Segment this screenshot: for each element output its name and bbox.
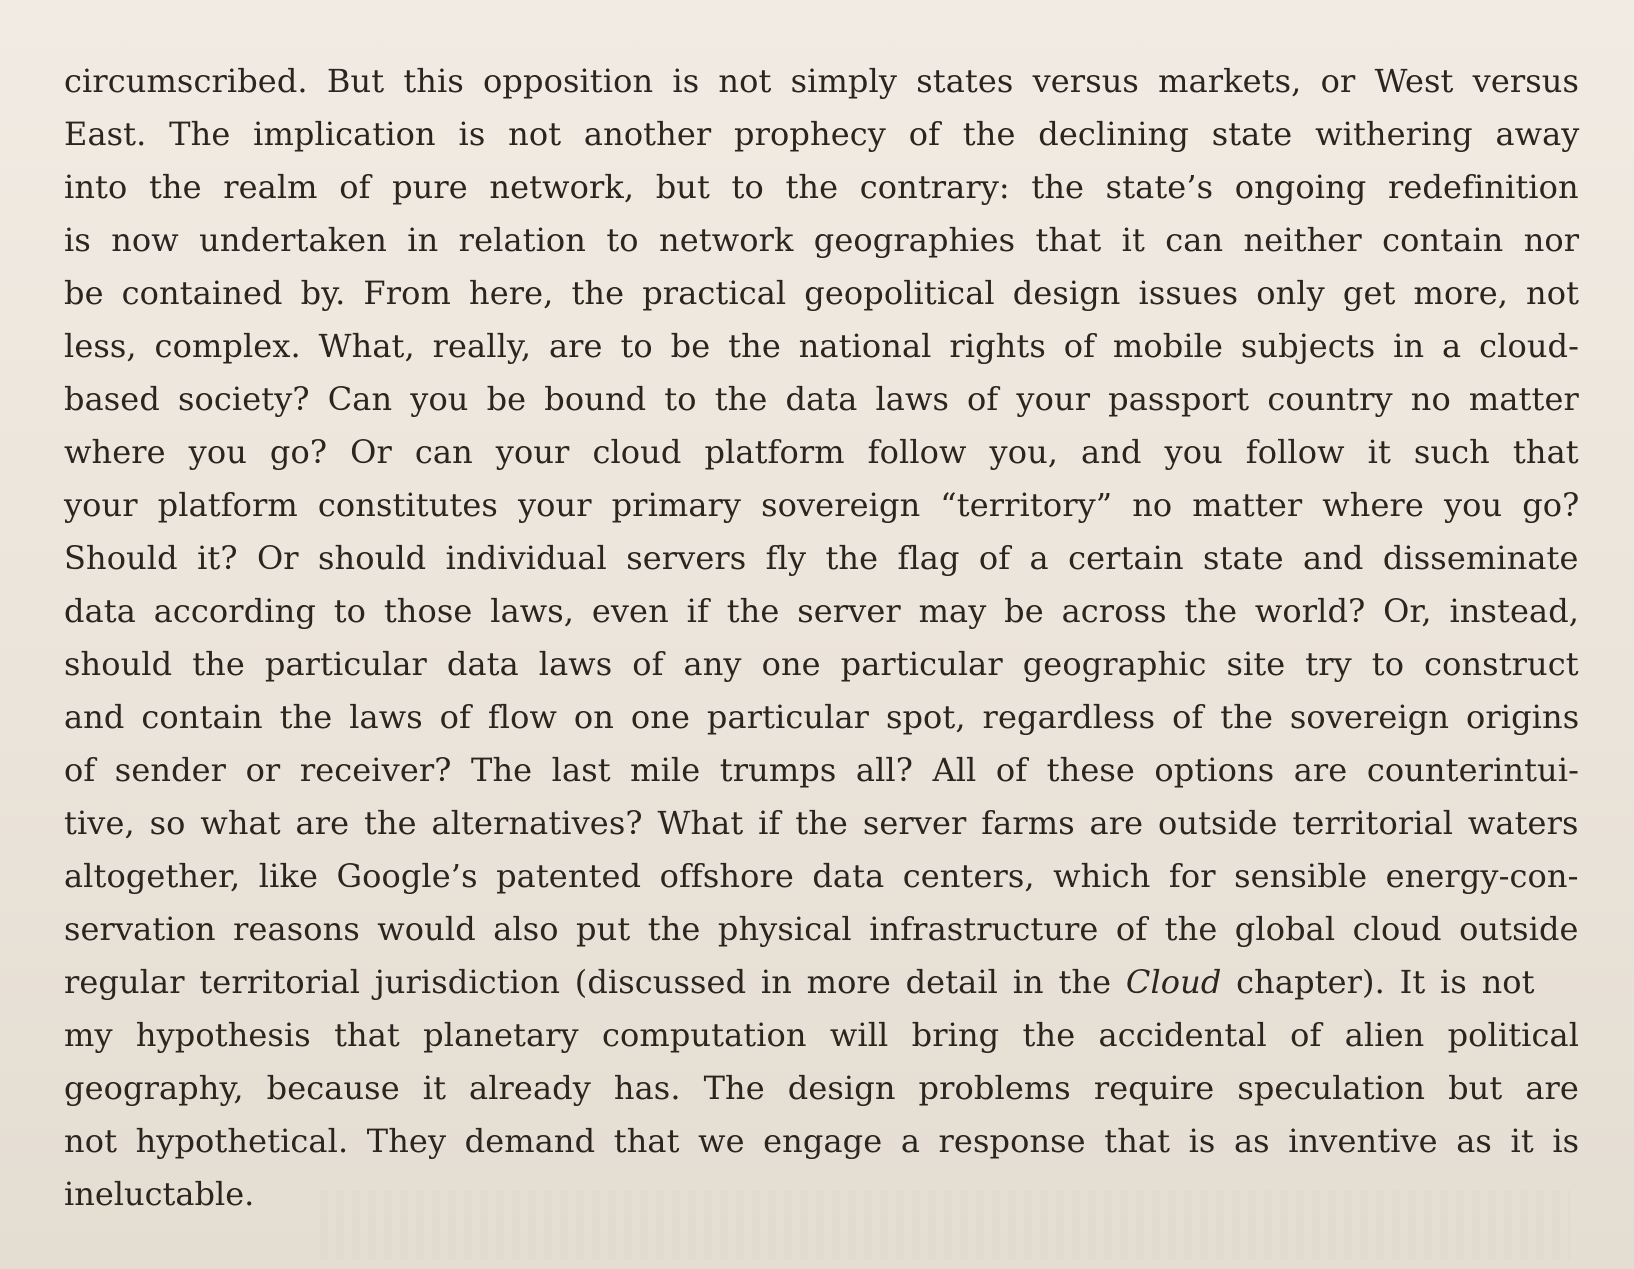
text-line: based society? Can you be bound to the data laws of your passport country no matter bbox=[64, 380, 1579, 418]
text-segment: chapter). It is not bbox=[1221, 963, 1535, 1001]
text-line: my hypothesis that planetary computation will bring the accidental of alien political bbox=[64, 1016, 1580, 1054]
text-line: be contained by. From here, the practical geopolitical design issues only get more, not bbox=[64, 274, 1580, 312]
text-line: altogether, like Google’s patented offshore data centers, which for sensible energy-con- bbox=[64, 857, 1579, 895]
text-line: should the particular data laws of any one particular geographic site try to construct bbox=[64, 645, 1579, 683]
text-line: tive, so what are the alternatives? What if the server farms are outside territorial waters bbox=[64, 804, 1579, 842]
text-line-final: ineluctable. bbox=[64, 1175, 255, 1213]
text-line: of sender or receiver? The last mile trumps all? All of these options are counterintui- bbox=[64, 751, 1579, 789]
text-line: geography, because it already has. The design problems require speculation but are bbox=[64, 1069, 1579, 1107]
text-segment: regular territorial jurisdiction (discussed in more detail in the bbox=[64, 963, 1126, 1001]
text-line: into the realm of pure network, but to the contrary: the state’s ongoing redefinition bbox=[64, 168, 1579, 206]
text-line: and contain the laws of flow on one particular spot, regardless of the sovereign origins bbox=[64, 698, 1580, 736]
text-line: your platform constitutes your primary sovereign “territory” no matter where you go? bbox=[64, 486, 1580, 524]
show-through-text bbox=[320, 1190, 1570, 1260]
text-line: data according to those laws, even if the server may be across the world? Or, instead, bbox=[64, 592, 1580, 630]
text-line: circumscribed. But this opposition is not simply states versus markets, or West versus bbox=[64, 62, 1580, 100]
text-line: where you go? Or can your cloud platform follow you, and you follow it such that bbox=[64, 433, 1579, 471]
text-line: less, complex. What, really, are to be the national rights of mobile subjects in a cloud- bbox=[64, 327, 1580, 365]
text-line: Should it? Or should individual servers fly the flag of a certain state and disseminate bbox=[64, 539, 1579, 577]
text-line: East. The implication is not another prophecy of the declining state withering away bbox=[64, 115, 1580, 153]
text-line-with-italic bbox=[64, 963, 1579, 1017]
text-line: is now undertaken in relation to network geographies that it can neither contain nor bbox=[64, 221, 1580, 259]
text-line: servation reasons would also put the physical infrastructure of the global cloud outside bbox=[64, 910, 1579, 948]
italic-book-title: Cloud bbox=[1125, 963, 1222, 1001]
text-line: not hypothetical. They demand that we engage a response that is as inventive as it is bbox=[64, 1122, 1580, 1160]
